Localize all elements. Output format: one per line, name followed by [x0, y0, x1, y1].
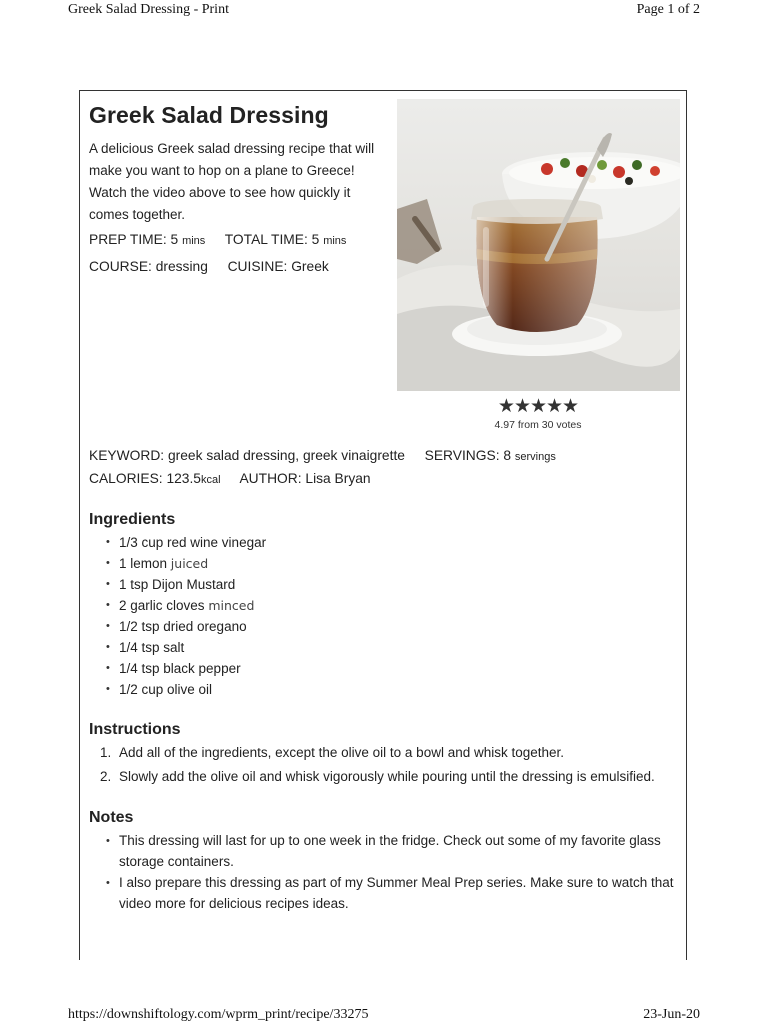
servings-label: SERVINGS: [424, 448, 500, 463]
ingredient-item [89, 532, 266, 553]
servings-unit: servings [514, 451, 556, 463]
ingredient-text: 1/4 tsp salt [119, 640, 185, 655]
notes-heading: Notes [89, 809, 134, 826]
ingredient-text: 1/3 cup red wine vinegar [119, 535, 267, 550]
keyword-meta [89, 448, 556, 463]
prep-time-value: 5 [170, 232, 179, 247]
course-value: dressing [155, 259, 208, 274]
print-date: 23-Jun-20 [643, 1007, 700, 1022]
star-rating-icon[interactable]: ★★★★★ [497, 396, 579, 417]
author-label: AUTHOR: [239, 471, 302, 486]
cuisine-label: CUISINE: [227, 259, 288, 274]
step-text: Add all of the ingredients, except the olive oil to a bowl and whisk together. [119, 745, 565, 760]
ingredient-item [89, 679, 266, 700]
cuisine-value: Greek [291, 259, 329, 274]
recipe-photo [397, 99, 680, 391]
prep-time-unit: mins [182, 235, 206, 247]
ingredient-item [89, 637, 266, 658]
ingredient-note: juiced [170, 556, 209, 571]
ingredient-item [89, 574, 266, 595]
ingredient-item [89, 595, 266, 616]
instruction-step [89, 742, 699, 763]
print-url[interactable]: https://downshiftology.com/wprm_print/recipe/33275 [68, 1007, 369, 1022]
ingredient-note: minced [208, 598, 255, 613]
print-header-title: Greek Salad Dressing - Print [68, 2, 229, 17]
total-time-label: TOTAL TIME: [224, 232, 308, 247]
ingredient-text: 1/4 tsp black pepper [119, 661, 241, 676]
recipe-card [79, 90, 687, 960]
ingredient-text: 2 garlic cloves [119, 598, 205, 613]
dressing-jar-image [397, 99, 680, 391]
servings-value: 8 [503, 448, 512, 463]
recipe-rating [478, 397, 598, 431]
print-footer [68, 1007, 700, 1023]
calories-unit: kcal [200, 474, 221, 486]
print-header [68, 2, 700, 18]
ingredient-item [89, 616, 266, 637]
calories-label: CALORIES: [89, 471, 163, 486]
ingredient-text: 1 tsp Dijon Mustard [119, 577, 236, 592]
recipe-summary: A delicious Greek salad dressing recipe that will make you want to hop on a plane to Greece! Watch the video above to see how quickly it comes together. [89, 141, 375, 222]
calories-value: 123.5 [166, 471, 201, 486]
calories-meta [89, 471, 371, 486]
ingredients-list [89, 532, 266, 700]
instructions-heading: Instructions [89, 721, 181, 738]
step-text: Slowly add the olive oil and whisk vigorously while pouring until the dressing is emulsified. [119, 769, 655, 784]
time-meta [89, 232, 346, 247]
author-value: Lisa Bryan [305, 471, 371, 486]
ingredient-item [89, 658, 266, 679]
ingredients-heading: Ingredients [89, 511, 176, 528]
course-label: COURSE: [89, 259, 152, 274]
instructions-list [89, 742, 699, 790]
keyword-value: greek salad dressing, greek vinaigrette [167, 448, 405, 463]
note-item: • I also prepare this dressing as part of my Summer Meal Prep series. Make sure to watch that video more for delicious recipes ideas. [89, 873, 679, 914]
rating-votes: 4.97 from 30 votes [494, 419, 582, 431]
page-number: Page 1 of 2 [636, 2, 700, 17]
ingredient-text: 1/2 cup olive oil [119, 682, 213, 697]
total-time-value: 5 [311, 232, 320, 247]
ingredient-text: 1 lemon [119, 556, 168, 571]
step-number: 1. [100, 745, 112, 760]
ingredient-item [89, 553, 266, 574]
total-time-unit: mins [323, 235, 347, 247]
prep-time-label: PREP TIME: [89, 232, 167, 247]
recipe-title: Greek Salad Dressing [89, 102, 329, 128]
notes-list [89, 831, 679, 915]
instruction-step [89, 766, 699, 787]
ingredient-text: 1/2 tsp dried oregano [119, 619, 247, 634]
keyword-label: KEYWORD: [89, 448, 165, 463]
note-item: • This dressing will last for up to one week in the fridge. Check out some of my favorite glass storage containers. [89, 831, 679, 872]
step-number: 2. [100, 769, 112, 784]
course-meta [89, 259, 329, 274]
